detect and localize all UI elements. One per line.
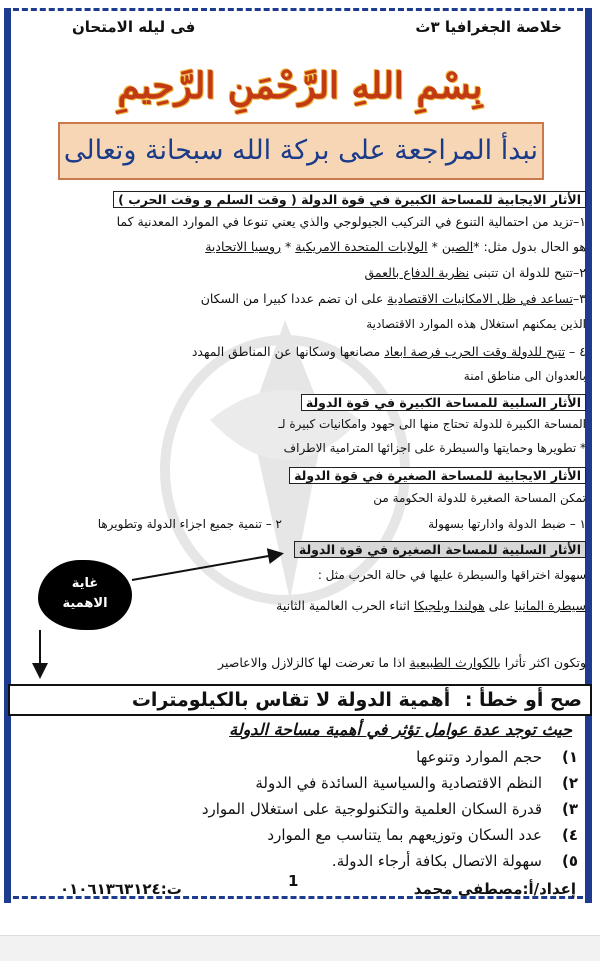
text-segment: ٣– bbox=[573, 291, 586, 306]
text-line bbox=[201, 291, 586, 306]
header-exam-night: فى ليله الامتحان bbox=[72, 18, 196, 36]
true-false-prefix: صح أو خطأ : bbox=[464, 689, 582, 711]
factor-item bbox=[332, 852, 578, 870]
text-line-countries bbox=[205, 239, 586, 254]
text-line: الذين يمكنهم استغلال هذه الموارد الاقتصادية bbox=[366, 317, 586, 331]
page-number: 1 bbox=[288, 872, 299, 890]
natural-disasters: بالكوارث الطبيعية bbox=[409, 655, 501, 670]
factor-item bbox=[202, 800, 578, 818]
text-line: بالعدوان الى مناطق امنة bbox=[463, 369, 586, 383]
text-segment: ٢–تتيح للدولة ان تتبنى bbox=[469, 265, 586, 280]
text-segment: وتكون اكثر تأثرا bbox=[500, 655, 586, 670]
text-segment: * bbox=[427, 239, 442, 254]
arrows-icon bbox=[0, 540, 300, 690]
factor-number: ٢) bbox=[561, 774, 578, 792]
text-segment: مصانعها وسكانها عن المناطق المهدد bbox=[191, 344, 385, 359]
factor-item bbox=[255, 774, 578, 792]
header-subject: خلاصة الجغرافيا ٣ث bbox=[415, 18, 562, 36]
factor-text: النظم الاقتصادية والسياسية السائدة في الدولة bbox=[255, 774, 542, 792]
factor-item bbox=[267, 826, 578, 844]
text-segment: اثناء الحرب العالمية الثانية bbox=[276, 598, 414, 613]
text-line: ٢ – تنمية جميع اجزاء الدولة وتطويرها bbox=[97, 517, 282, 531]
section-heading-large-negative: الأثار السلبية للمساحة الكبيرة في قوة الدولة bbox=[301, 394, 586, 411]
cloud-line: غاية bbox=[71, 576, 99, 591]
text-segment: على bbox=[484, 598, 515, 613]
basmala: بِسْمِ اللهِ الرَّحْمَنِ الرَّحِيمِ bbox=[117, 65, 483, 107]
underlined-phrase: تساعد في ظل الامكانيات الاقتصادية bbox=[387, 291, 574, 306]
text-segment: * bbox=[281, 239, 296, 254]
factor-number: ٤) bbox=[561, 826, 578, 844]
text-line: * تطويرها وحمايتها والسيطرة على اجزائها المترامية الاطراف bbox=[283, 441, 586, 455]
country-china: الصين bbox=[441, 239, 474, 254]
factor-number: ١) bbox=[561, 748, 578, 766]
frame-top-border bbox=[4, 8, 592, 11]
underlined-phrase: تتيح للدولة وقت الحرب فرصة ابعاد bbox=[384, 344, 566, 359]
text-segment: ٤ – bbox=[565, 344, 586, 359]
cloud-line: الاهمية bbox=[62, 596, 108, 611]
factor-text: حجم الموارد وتنوعها bbox=[416, 748, 542, 766]
factor-item bbox=[416, 748, 578, 766]
depth-defense-theory: نظرية الدفاع بالعمق bbox=[364, 265, 470, 280]
text-line: ١ – ضبط الدولة وادارتها بسهولة bbox=[428, 517, 586, 531]
text-line bbox=[192, 344, 586, 359]
text-line: سهولة اختراقها والسيطرة عليها في حالة الحرب مثل : bbox=[317, 568, 586, 582]
section-heading-small-positive: الأثار الايجابية للمساحة الصغيرة في قوة الدولة bbox=[289, 467, 586, 484]
text-line bbox=[365, 265, 587, 280]
true-false-statement: أهمية الدولة لا تقاس بالكيلومترات bbox=[131, 689, 451, 711]
factor-text: قدرة السكان العلمية والتكنولوجية على استغلال الموارد bbox=[201, 800, 542, 818]
start-review-banner: نبدأ المراجعة على بركة الله سبحانة وتعالى bbox=[58, 122, 544, 180]
country-russia: روسيا الاتحادية bbox=[205, 239, 282, 254]
next-page-strip bbox=[0, 935, 600, 961]
text-line-example bbox=[276, 598, 586, 613]
factor-text: عدد السكان وتوزيعهم بما يتناسب مع الموارد bbox=[267, 826, 542, 844]
section-heading-small-negative: الأثار السلبية للمساحة الصغيرة في قوة الدولة bbox=[294, 541, 586, 558]
text-segment: هو الحال بدول مثل: * bbox=[473, 239, 586, 254]
factor-number: ٥) bbox=[561, 852, 578, 870]
phone-number: ت:٠١٠٦١٣٦٣١٢٤ bbox=[60, 880, 182, 898]
factor-number: ٣) bbox=[561, 800, 578, 818]
text-line: ١–تزيد من احتمالية التنوع في التركيب الجيولوجي والذي يعني تنوعا في الموارد المعدنية كما bbox=[116, 214, 586, 229]
factor-text: سهولة الاتصال بكافة أرجاء الدولة. bbox=[331, 852, 542, 870]
true-false-box bbox=[8, 684, 592, 716]
section-heading-large-positive: الأثار الايجابية للمساحة الكبيرة في قوة الدولة ( وقت السلم و وقت الحرب ) bbox=[113, 191, 586, 208]
germany: سيطرة المانيا bbox=[514, 598, 586, 613]
factors-title: حيث توجد عدة عوامل تؤثر في أهمية مساحة الدولة bbox=[229, 720, 572, 739]
author-credit: إعداد/أ:مصطفى محمد bbox=[413, 880, 576, 898]
text-line: المساحة الكبيرة للدولة تحتاج منها الى جهود وامكانيات كبيرة لـ bbox=[278, 417, 586, 431]
text-line: تمكن المساحة الصغيرة للدولة الحكومة من bbox=[373, 491, 586, 505]
text-segment: اذا ما تعرضت لها كالزلازل والاعاصير bbox=[218, 655, 410, 670]
netherlands-belgium: هولندا وبلجيكا bbox=[413, 598, 485, 613]
country-usa: الولايات المتحدة الامريكية bbox=[295, 239, 428, 254]
text-segment: على ان تضم عددا كبيرا من السكان bbox=[200, 291, 388, 306]
